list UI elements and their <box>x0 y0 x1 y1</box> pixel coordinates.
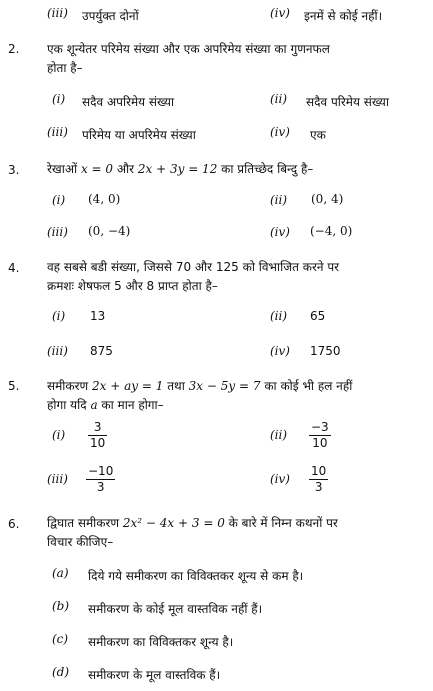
q6-question-line2: विचार कीजिए– <box>47 535 114 549</box>
q5-number: 5. <box>8 379 20 393</box>
q5-option-ii-numerator: −3 <box>311 420 329 434</box>
q2-option-iv-text: एक <box>310 128 326 142</box>
q6-option-c-label: (c) <box>52 632 69 646</box>
q4-option-ii-label: (ii) <box>270 309 288 323</box>
q5-option-iv-fraction <box>309 464 328 495</box>
q6-option-b-text: समीकरण के कोई मूल वास्तविक नहीं हैं। <box>88 602 263 616</box>
q5-option-iii-denominator: 3 <box>96 480 105 494</box>
q6-number: 6. <box>8 517 20 531</box>
q4-option-i-label: (i) <box>52 309 66 323</box>
q6-question-line1 <box>47 514 338 531</box>
q5-text-a: समीकरण <box>47 379 89 393</box>
q5-option-iv-denominator: 3 <box>314 480 323 494</box>
q3-option-i-label: (i) <box>52 193 66 207</box>
q3-equation-2: 2x + 3y = 12 <box>137 162 218 176</box>
q4-option-iii-text: 875 <box>90 344 113 358</box>
q1-option-iv-label: (iv) <box>270 6 290 20</box>
q3-option-iii-label: (iii) <box>47 225 68 239</box>
q5-line2-a: होगा यदि <box>47 398 87 412</box>
q5-line2-b: का मान होगा– <box>101 398 164 412</box>
q5-option-iv-label: (iv) <box>270 472 290 486</box>
q3-option-iii-text: (0, −4) <box>88 224 131 238</box>
q4-option-iv-text: 1750 <box>310 344 341 358</box>
q5-option-iii-numerator: −10 <box>88 464 114 478</box>
q2-number: 2. <box>8 42 20 56</box>
q2-option-iii-label: (iii) <box>47 125 68 139</box>
q5-equation-2: 3x − 5y = 7 <box>188 379 261 393</box>
q4-option-ii-text: 65 <box>310 309 326 323</box>
q1-option-iv-text: इनमें से कोई नहीं। <box>304 9 383 23</box>
q2-option-i-text: सदैव अपरिमेय संख्या <box>82 95 175 109</box>
q6-option-a-label: (a) <box>52 566 69 580</box>
q3-question <box>47 160 313 177</box>
q4-number: 4. <box>8 261 20 275</box>
q3-option-ii-text: (0, 4) <box>311 192 344 206</box>
q3-option-i-text: (4, 0) <box>88 192 121 206</box>
q6-text-a: द्विघात समीकरण <box>47 516 120 530</box>
q5-question-line1 <box>47 377 352 394</box>
q5-question-line2 <box>47 396 164 413</box>
q5-option-ii-fraction <box>309 420 331 451</box>
q4-text-line2: क्रमशः शेषफल 5 और 8 प्राप्त होता है– <box>47 279 218 293</box>
q3-text-b: और <box>116 162 135 176</box>
q5-option-i-fraction <box>88 420 107 451</box>
q5-equation-1: 2x + ay = 1 <box>92 379 164 393</box>
q2-option-iv-label: (iv) <box>270 125 290 139</box>
q3-text-c: का प्रतिच्छेद बिन्दु है– <box>221 162 314 176</box>
q5-text-b: तथा <box>167 379 185 393</box>
q2-option-ii-text: सदैव परिमेय संख्या <box>306 95 389 109</box>
q6-text-b: के बारे में निम्न कथनों पर <box>228 516 338 530</box>
q4-option-i-text: 13 <box>90 309 106 323</box>
q2-text-line1: एक शून्येतर परिमेय संख्या और एक अपरिमेय संख्या का गुणनफल <box>47 42 330 56</box>
q5-option-iii-fraction <box>86 464 115 495</box>
q3-option-iv-label: (iv) <box>270 225 290 239</box>
q5-option-ii-denominator: 10 <box>312 436 328 450</box>
q6-option-a-text: दिये गये समीकरण का विविक्तकर शून्य से कम है। <box>88 569 304 583</box>
q5-option-iv-numerator: 10 <box>311 464 327 478</box>
q4-text-line1: वह सबसे बडी संख्या, जिससे 70 और 125 को विभाजित करने पर <box>47 260 340 274</box>
q2-option-i-label: (i) <box>52 92 66 106</box>
q6-option-d-text: समीकरण के मूल वास्तविक हैं। <box>88 668 221 682</box>
q3-number: 3. <box>8 163 20 177</box>
q5-text-c: का कोई भी हल नहीं <box>264 379 353 393</box>
q6-option-d-label: (d) <box>52 665 70 679</box>
q5-option-i-denominator: 10 <box>90 436 106 450</box>
q5-option-i-label: (i) <box>52 428 66 442</box>
q6-option-c-text: समीकरण का विविक्तकर शून्य है। <box>88 635 234 649</box>
q3-option-ii-label: (ii) <box>270 193 288 207</box>
q5-option-ii-label: (ii) <box>270 428 288 442</box>
q5-variable-a: a <box>90 398 98 412</box>
q4-option-iii-label: (iii) <box>47 344 68 358</box>
q3-text-a: रेखाओं <box>47 162 78 176</box>
q4-option-iv-label: (iv) <box>270 344 290 358</box>
q2-option-ii-label: (ii) <box>270 92 288 106</box>
q1-option-iii-text: उपर्युक्त दोनों <box>82 9 139 23</box>
q6-equation: 2x² − 4x + 3 = 0 <box>122 516 225 530</box>
q5-option-iii-label: (iii) <box>47 472 68 486</box>
q2-text-line2: होता है– <box>47 61 83 75</box>
q2-option-iii-text: परिमेय या अपरिमेय संख्या <box>82 128 196 142</box>
q3-equation-1: x = 0 <box>80 162 114 176</box>
q3-option-iv-text: (−4, 0) <box>310 224 353 238</box>
q6-option-b-label: (b) <box>52 599 70 613</box>
q5-option-i-numerator: 3 <box>88 420 107 436</box>
q1-option-iii-label: (iii) <box>47 6 68 20</box>
